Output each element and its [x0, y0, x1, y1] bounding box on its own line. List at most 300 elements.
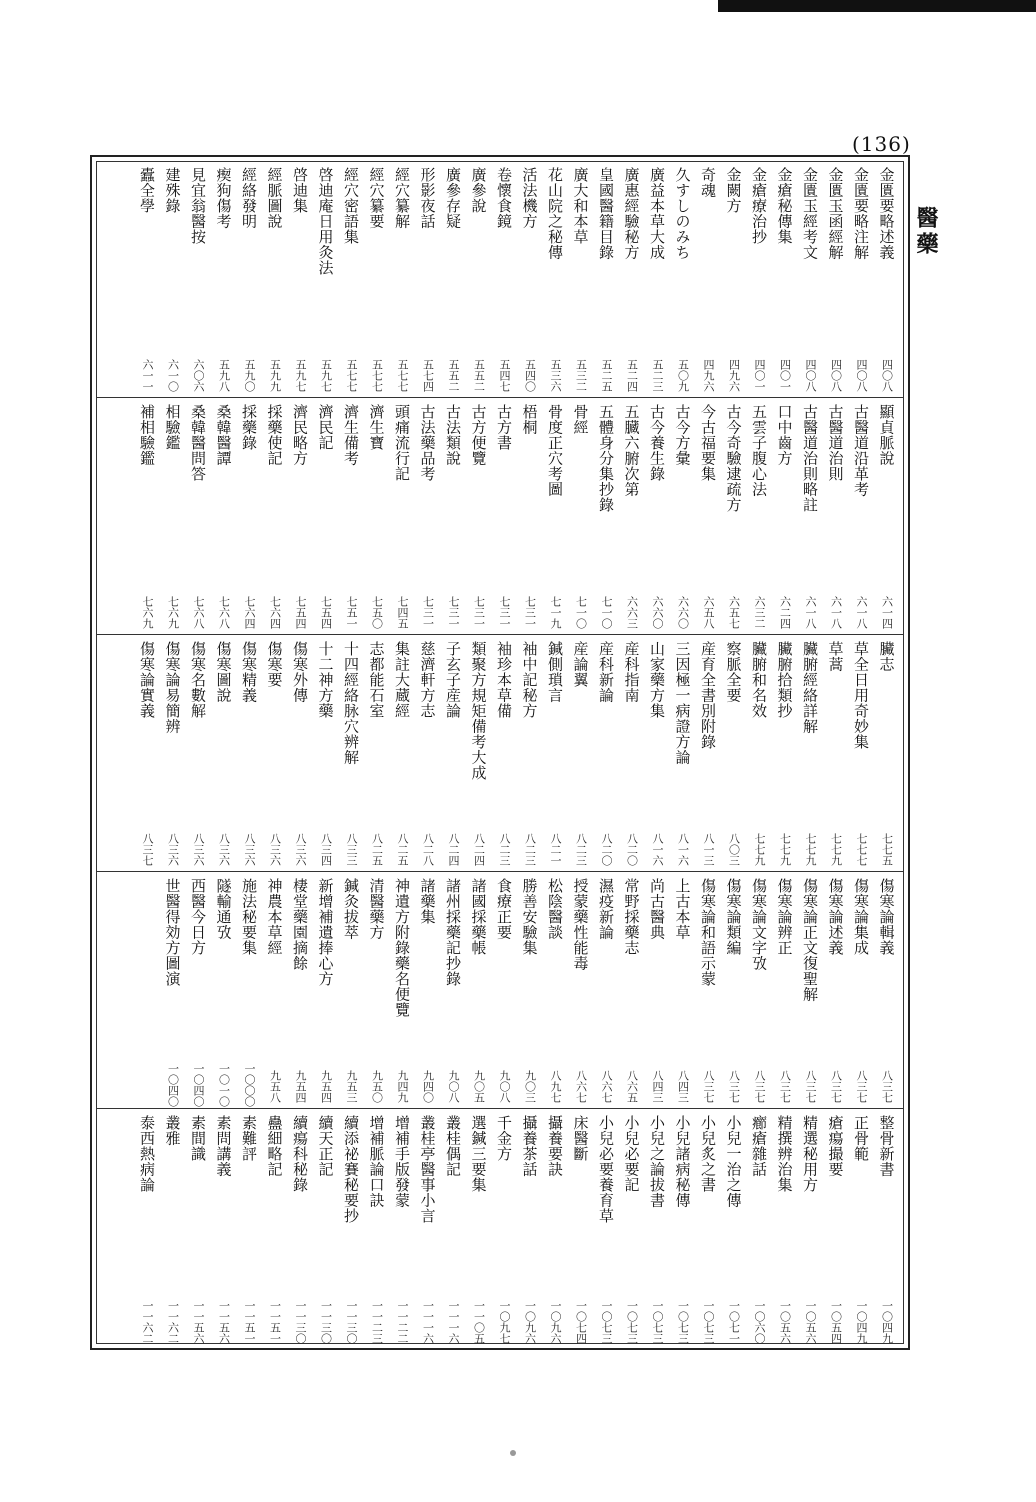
entry-title: 經脈圖說 — [265, 167, 284, 229]
entry-page-number: 八三七 — [880, 1070, 894, 1103]
entry-page-number: 一一三〇 — [345, 1300, 358, 1344]
entry-title: 金闕方 — [724, 167, 743, 214]
entry-title: 卷懷食鏡 — [495, 167, 513, 229]
index-entry — [722, 400, 746, 631]
entry-page-number: 八二五 — [396, 833, 409, 866]
entry-title: 尚古醫典 — [648, 878, 666, 940]
index-entry — [416, 400, 440, 631]
entry-page-number: 七七九 — [753, 833, 766, 866]
entry-title: 千金方 — [495, 1115, 513, 1162]
index-entry — [543, 637, 567, 868]
entry-page-number: 九四九 — [396, 1070, 409, 1103]
entry-title: 産科新論 — [597, 641, 615, 703]
entry-title: 傷寒論述義 — [826, 878, 845, 956]
entry-page-number: 九四〇 — [421, 1070, 435, 1103]
entry-title: 奇魂 — [699, 167, 717, 198]
index-entry — [467, 874, 491, 1105]
entry-page-number: 七一九 — [549, 596, 562, 629]
index-entry — [390, 400, 414, 631]
entry-title: 素難評 — [240, 1115, 258, 1162]
entry-page-number: 一一三〇 — [319, 1300, 333, 1344]
entry-title: 金匱要略述義 — [877, 167, 896, 260]
entry-page-number: 八二三 — [574, 833, 588, 866]
entry-title: 清醫藥方 — [367, 878, 386, 940]
entry-page-number: 一一五六 — [217, 1300, 231, 1344]
index-entry — [492, 400, 516, 631]
entry-page-number: 八四三 — [651, 1070, 664, 1103]
index-entry — [135, 1111, 159, 1342]
entry-page-number: 一〇五六 — [804, 1300, 817, 1344]
entry-title: 續天正記 — [316, 1115, 335, 1177]
index-entry — [237, 1111, 261, 1342]
entry-title: 啓迪庵日用灸法 — [316, 167, 335, 276]
entry-title: 傷寒論和語示蒙 — [699, 878, 717, 987]
entry-page-number: 一〇九六 — [523, 1300, 537, 1344]
entry-page-number: 八四三 — [676, 1070, 690, 1103]
index-entry — [798, 874, 822, 1105]
entry-title: 瘈狗傷考 — [214, 167, 233, 229]
scan-speck — [510, 1450, 516, 1456]
entry-page-number: 六一八 — [855, 596, 868, 629]
index-entry — [237, 163, 261, 394]
entry-title: 頭痛流行記 — [393, 404, 411, 482]
index-entry — [620, 400, 644, 631]
index-entry — [492, 1111, 516, 1342]
entry-title: 骨經 — [571, 404, 590, 435]
index-entry — [594, 637, 618, 868]
entry-title: 啓迪集 — [291, 167, 309, 214]
entry-page-number: 八三六 — [243, 833, 256, 866]
entry-title: 傷寒論輯義 — [877, 878, 896, 956]
index-entry — [518, 637, 542, 868]
entry-title: 袖中記秘方 — [520, 641, 539, 719]
index-entry — [518, 400, 542, 631]
entry-title: 經穴纂要 — [367, 167, 386, 229]
index-entry — [671, 1111, 695, 1342]
index-entry — [467, 637, 491, 868]
entry-title: 古醫道治則略註 — [801, 404, 819, 513]
index-entry — [543, 400, 567, 631]
index-entry — [314, 874, 338, 1105]
entry-title: 傷寒論辨正 — [775, 878, 794, 956]
entry-page-number: 八三七 — [727, 1070, 741, 1103]
entry-title: 西醫今日方 — [189, 878, 207, 956]
page-number: (136) — [852, 132, 911, 156]
index-entry — [339, 637, 363, 868]
entry-page-number: 八二八 — [421, 833, 435, 866]
entry-title: 採藥錄 — [240, 404, 258, 451]
entry-title: 選鍼三要集 — [469, 1115, 488, 1193]
index-entry — [186, 1111, 210, 1342]
entry-page-number: 四〇八 — [804, 359, 817, 392]
entry-page-number: 一一二三 — [370, 1300, 384, 1344]
entry-page-number: 六六〇 — [651, 596, 664, 629]
entry-page-number: 一一二二 — [396, 1300, 409, 1344]
index-entry — [671, 163, 695, 394]
entry-page-number: 一一一六 — [447, 1300, 460, 1344]
index-entry — [135, 637, 159, 868]
entry-page-number: 五二三 — [651, 359, 664, 392]
entry-title: 古今方彙 — [673, 404, 692, 466]
entry-page-number: 八六五 — [625, 1070, 639, 1103]
index-entry — [645, 400, 669, 631]
entry-title: 子玄子産論 — [444, 641, 462, 719]
entry-page-number: 八二一 — [549, 833, 562, 866]
index-entry — [875, 163, 899, 394]
index-entry — [645, 874, 669, 1105]
entry-title: 小兒之論拔書 — [648, 1115, 666, 1208]
index-entry — [161, 1111, 185, 1342]
entry-page-number: 八三七 — [778, 1070, 792, 1103]
entry-title: 骨度正穴考圖 — [546, 404, 564, 497]
index-entry — [237, 874, 261, 1105]
index-entry — [620, 637, 644, 868]
index-entry — [161, 637, 185, 868]
entry-title: 袖珍本草備 — [495, 641, 513, 719]
entry-page-number: 五五二 — [472, 359, 486, 392]
entry-title: 小兒必要記 — [622, 1115, 641, 1193]
entry-page-number: 七三一 — [472, 596, 486, 629]
entry-page-number: 一〇七三 — [625, 1300, 639, 1344]
entry-title: 傷寒論集成 — [852, 878, 870, 956]
entry-page-number: 九〇三 — [523, 1070, 537, 1103]
index-entry — [390, 1111, 414, 1342]
entry-page-number: 五九七 — [319, 359, 333, 392]
entry-page-number: 六一〇 — [166, 359, 180, 392]
entry-title: 神農本草經 — [265, 878, 284, 956]
entry-title: 叢桂亭醫事小言 — [418, 1115, 437, 1224]
entry-title: 增補手版發蒙 — [393, 1115, 411, 1208]
index-entry — [875, 400, 899, 631]
entry-page-number: 五七七 — [396, 359, 409, 392]
index-entry — [390, 637, 414, 868]
index-section — [100, 637, 900, 868]
entry-title: 金匱玉函經解 — [826, 167, 845, 260]
entry-title: 古醫道沿革考 — [852, 404, 870, 497]
index-entry — [824, 874, 848, 1105]
entry-title: 續瘍科秘錄 — [291, 1115, 309, 1193]
index-entry — [645, 637, 669, 868]
entry-page-number: 八三六 — [268, 833, 282, 866]
entry-title: 三因極一病證方論 — [673, 641, 692, 765]
index-entry — [186, 163, 210, 394]
entry-page-number: 一〇七四 — [574, 1300, 588, 1344]
index-entry — [849, 874, 873, 1105]
index-entry — [671, 874, 695, 1105]
entry-title: 活法機方 — [520, 167, 539, 229]
entry-title: 小兒諸病秘傳 — [673, 1115, 692, 1208]
entry-page-number: 一一五一 — [268, 1300, 282, 1344]
index-entry — [314, 400, 338, 631]
index-entry — [849, 637, 873, 868]
index-entry — [441, 163, 465, 394]
entry-page-number: 八六七 — [600, 1070, 613, 1103]
entry-title: 草全日用奇妙集 — [852, 641, 870, 750]
entry-title: 梧桐 — [520, 404, 539, 435]
entry-page-number: 七六九 — [166, 596, 180, 629]
entry-page-number: 一〇一〇 — [217, 1063, 231, 1107]
entry-page-number: 七五四 — [294, 596, 307, 629]
entry-page-number: 八二三 — [498, 833, 511, 866]
index-entry — [441, 874, 465, 1105]
entry-page-number: 五三二 — [574, 359, 588, 392]
index-entry — [441, 637, 465, 868]
entry-title: 鍼灸拔萃 — [342, 878, 360, 940]
category-title: 醫藥 — [913, 206, 939, 258]
entry-title: 精撰辨治集 — [775, 1115, 794, 1193]
index-entry — [798, 1111, 822, 1342]
entry-page-number: 一〇五四 — [829, 1300, 843, 1344]
index-entry — [492, 874, 516, 1105]
entry-page-number: 九五四 — [319, 1070, 333, 1103]
index-entry — [288, 1111, 312, 1342]
index-entry — [365, 400, 389, 631]
entry-title: 採藥使記 — [265, 404, 284, 466]
entry-page-number: 八三七 — [804, 1070, 817, 1103]
entry-title: 濟民記 — [316, 404, 335, 451]
entry-page-number: 八三七 — [141, 833, 154, 866]
index-entry — [135, 400, 159, 631]
entry-title: 鍼側瑣言 — [546, 641, 564, 703]
entry-title: 素間識 — [189, 1115, 207, 1162]
entry-title: 諸州採藥記抄錄 — [444, 878, 462, 987]
index-entry — [875, 1111, 899, 1342]
entry-title: 古醫道治則 — [826, 404, 845, 482]
entry-page-number: 八二〇 — [625, 833, 639, 866]
index-entry — [441, 1111, 465, 1342]
entry-page-number: 六六三 — [625, 596, 639, 629]
entry-page-number: 一〇七一 — [727, 1300, 741, 1344]
entry-page-number: 八三七 — [702, 1070, 715, 1103]
entry-page-number: 八三七 — [753, 1070, 766, 1103]
entry-page-number: 一〇七三 — [702, 1300, 715, 1344]
entry-page-number: 五九七 — [294, 359, 307, 392]
entry-title: 濕疫新論 — [597, 878, 615, 940]
entry-title: 臟志 — [877, 641, 896, 672]
entry-page-number: 九〇八 — [447, 1070, 460, 1103]
index-entry — [186, 637, 210, 868]
entry-page-number: 四〇一 — [778, 359, 792, 392]
entry-page-number: 五五二 — [447, 359, 460, 392]
entry-page-number: 六六〇 — [676, 596, 690, 629]
entry-title: 經絡發明 — [240, 167, 258, 229]
entry-title: 類聚方規矩備考大成 — [469, 641, 488, 781]
entry-page-number: 一一〇五 — [472, 1300, 486, 1344]
entry-page-number: 八六七 — [574, 1070, 588, 1103]
entry-page-number: 七三一 — [498, 596, 511, 629]
entry-page-number: 五七四 — [421, 359, 435, 392]
entry-page-number: 一一五一 — [243, 1300, 256, 1344]
entry-page-number: 七七七 — [855, 833, 868, 866]
index-entry — [365, 874, 389, 1105]
entry-title: 攝養要訣 — [546, 1115, 564, 1177]
entry-title: 久すしのみち — [673, 167, 692, 260]
index-entry — [671, 400, 695, 631]
entry-title: 蠹全學 — [138, 167, 156, 214]
index-entry — [416, 1111, 440, 1342]
index-entry — [543, 1111, 567, 1342]
entry-page-number: 八二〇 — [600, 833, 613, 866]
index-entry — [161, 163, 185, 394]
entry-title: 瘡瘍撮要 — [826, 1115, 845, 1177]
entry-page-number: 八二三 — [523, 833, 537, 866]
entry-title: 古法類說 — [444, 404, 462, 466]
index-entry — [339, 400, 363, 631]
entry-page-number: 八三六 — [294, 833, 307, 866]
entry-title: 床醫斷 — [571, 1115, 590, 1162]
index-entry — [569, 637, 593, 868]
entry-page-number: 九五四 — [294, 1070, 307, 1103]
entry-page-number: 四九六 — [702, 359, 715, 392]
entry-page-number: 八三六 — [166, 833, 180, 866]
entry-title: 顯貞脈說 — [877, 404, 896, 466]
entry-page-number: 七六四 — [243, 596, 256, 629]
entry-page-number: 五二五 — [600, 359, 613, 392]
entry-page-number: 八一三 — [702, 833, 715, 866]
entry-page-number: 四〇八 — [880, 359, 894, 392]
entry-page-number: 一一三〇 — [294, 1300, 307, 1344]
index-entry — [212, 1111, 236, 1342]
index-entry — [875, 874, 899, 1105]
entry-title: 桑韓醫譚 — [214, 404, 233, 466]
entry-page-number: 七五〇 — [370, 596, 384, 629]
entry-title: 廣益本草大成 — [648, 167, 666, 260]
entry-title: 增補脈論口訣 — [367, 1115, 386, 1208]
entry-title: 古方書 — [495, 404, 513, 451]
index-entry — [645, 163, 669, 394]
index-entry — [263, 1111, 287, 1342]
index-entry — [186, 874, 210, 1105]
index-entry — [696, 400, 720, 631]
entry-page-number: 八三七 — [829, 1070, 843, 1103]
index-entry — [747, 874, 771, 1105]
index-entry — [824, 163, 848, 394]
index-entry — [339, 1111, 363, 1342]
index-entry — [288, 163, 312, 394]
entry-page-number: 六一一 — [141, 359, 154, 392]
entry-page-number: 九〇八 — [498, 1070, 511, 1103]
entry-page-number: 八〇三 — [727, 833, 741, 866]
entry-page-number: 九五〇 — [370, 1070, 384, 1103]
entry-title: 濟生寶 — [367, 404, 386, 451]
entry-page-number: 七六九 — [141, 596, 154, 629]
entry-page-number: 五四七 — [498, 359, 511, 392]
entry-title: 古今養生錄 — [648, 404, 666, 482]
entry-title: 傷寒論類編 — [724, 878, 743, 956]
entry-title: 神遺方附錄藥名便覽 — [393, 878, 411, 1018]
entry-title: 小兒炙之書 — [699, 1115, 717, 1193]
entry-title: 素問講義 — [214, 1115, 233, 1177]
entry-title: 諸國採藥帳 — [469, 878, 488, 956]
section-divider — [96, 871, 904, 872]
entry-title: 世醫得効方圖演 — [163, 878, 182, 987]
entry-page-number: 一〇九七 — [498, 1300, 511, 1344]
index-entry — [263, 163, 287, 394]
entry-title: 勝善安驗集 — [520, 878, 539, 956]
entry-title: 臟腑和名效 — [750, 641, 768, 719]
index-entry — [237, 400, 261, 631]
entry-page-number: 六二四 — [778, 596, 792, 629]
index-entry — [569, 874, 593, 1105]
index-entry — [773, 163, 797, 394]
index-entry — [212, 163, 236, 394]
index-entry — [798, 163, 822, 394]
entry-title: 山家藥方集 — [648, 641, 666, 719]
entry-page-number: 八二五 — [370, 833, 384, 866]
entry-page-number: 七一〇 — [574, 596, 588, 629]
index-entry — [773, 400, 797, 631]
entry-title: 皇國醫籍目錄 — [597, 167, 615, 260]
entry-title: 整骨新書 — [877, 1115, 896, 1177]
index-entry — [492, 637, 516, 868]
entry-page-number: 七七九 — [829, 833, 843, 866]
entry-page-number: 六一八 — [829, 596, 843, 629]
index-entry — [237, 637, 261, 868]
index-entry — [722, 874, 746, 1105]
entry-page-number: 八一六 — [651, 833, 664, 866]
index-entry — [492, 163, 516, 394]
index-entry — [798, 637, 822, 868]
entry-title: 草蒿 — [826, 641, 845, 672]
index-entry — [696, 1111, 720, 1342]
index-entry — [314, 637, 338, 868]
index-entry — [594, 400, 618, 631]
index-entry — [263, 637, 287, 868]
entry-page-number: 一〇〇〇 — [243, 1063, 256, 1107]
index-entry — [339, 163, 363, 394]
entry-title: 五雲子腹心法 — [750, 404, 768, 497]
entry-page-number: 五四〇 — [523, 359, 537, 392]
index-entry — [467, 1111, 491, 1342]
entry-page-number: 一一五六 — [192, 1300, 205, 1344]
entry-page-number: 五三六 — [549, 359, 562, 392]
entry-page-number: 六〇六 — [192, 359, 205, 392]
entry-title: 産論翼 — [571, 641, 590, 688]
entry-title: 小兒必要養育草 — [597, 1115, 615, 1224]
entry-title: 傷寒要 — [265, 641, 284, 688]
entry-page-number: 七五一 — [345, 596, 358, 629]
index-entry — [773, 874, 797, 1105]
entry-page-number: 四九六 — [727, 359, 741, 392]
index-entry — [569, 1111, 593, 1342]
index-entry — [849, 1111, 873, 1342]
index-entry — [365, 637, 389, 868]
index-entry — [747, 163, 771, 394]
index-entry — [186, 400, 210, 631]
entry-page-number: 六一八 — [804, 596, 817, 629]
entry-title: 今古福要集 — [699, 404, 717, 482]
index-entry — [365, 163, 389, 394]
entry-title: 形影夜話 — [418, 167, 437, 229]
entry-page-number: 一〇七三 — [676, 1300, 690, 1344]
index-entry — [671, 637, 695, 868]
entry-title: 濟生備考 — [342, 404, 360, 466]
entry-title: 小兒一治之傳 — [724, 1115, 743, 1208]
index-entry — [288, 874, 312, 1105]
index-entry — [747, 637, 771, 868]
index-entry — [212, 637, 236, 868]
entry-page-number: 一〇四〇 — [192, 1063, 205, 1107]
entry-page-number: 一〇七三 — [651, 1300, 664, 1344]
entry-page-number: 一一一六 — [421, 1300, 435, 1344]
entry-title: 傷寒精義 — [240, 641, 258, 703]
entry-title: 松陰醫談 — [546, 878, 564, 940]
entry-page-number: 一一六二 — [166, 1300, 180, 1344]
entry-page-number: 九五八 — [268, 1070, 282, 1103]
entry-page-number: 一〇五六 — [778, 1300, 792, 1344]
entry-title: 慈濟軒方志 — [418, 641, 437, 719]
entry-title: 蠱細略記 — [265, 1115, 284, 1177]
